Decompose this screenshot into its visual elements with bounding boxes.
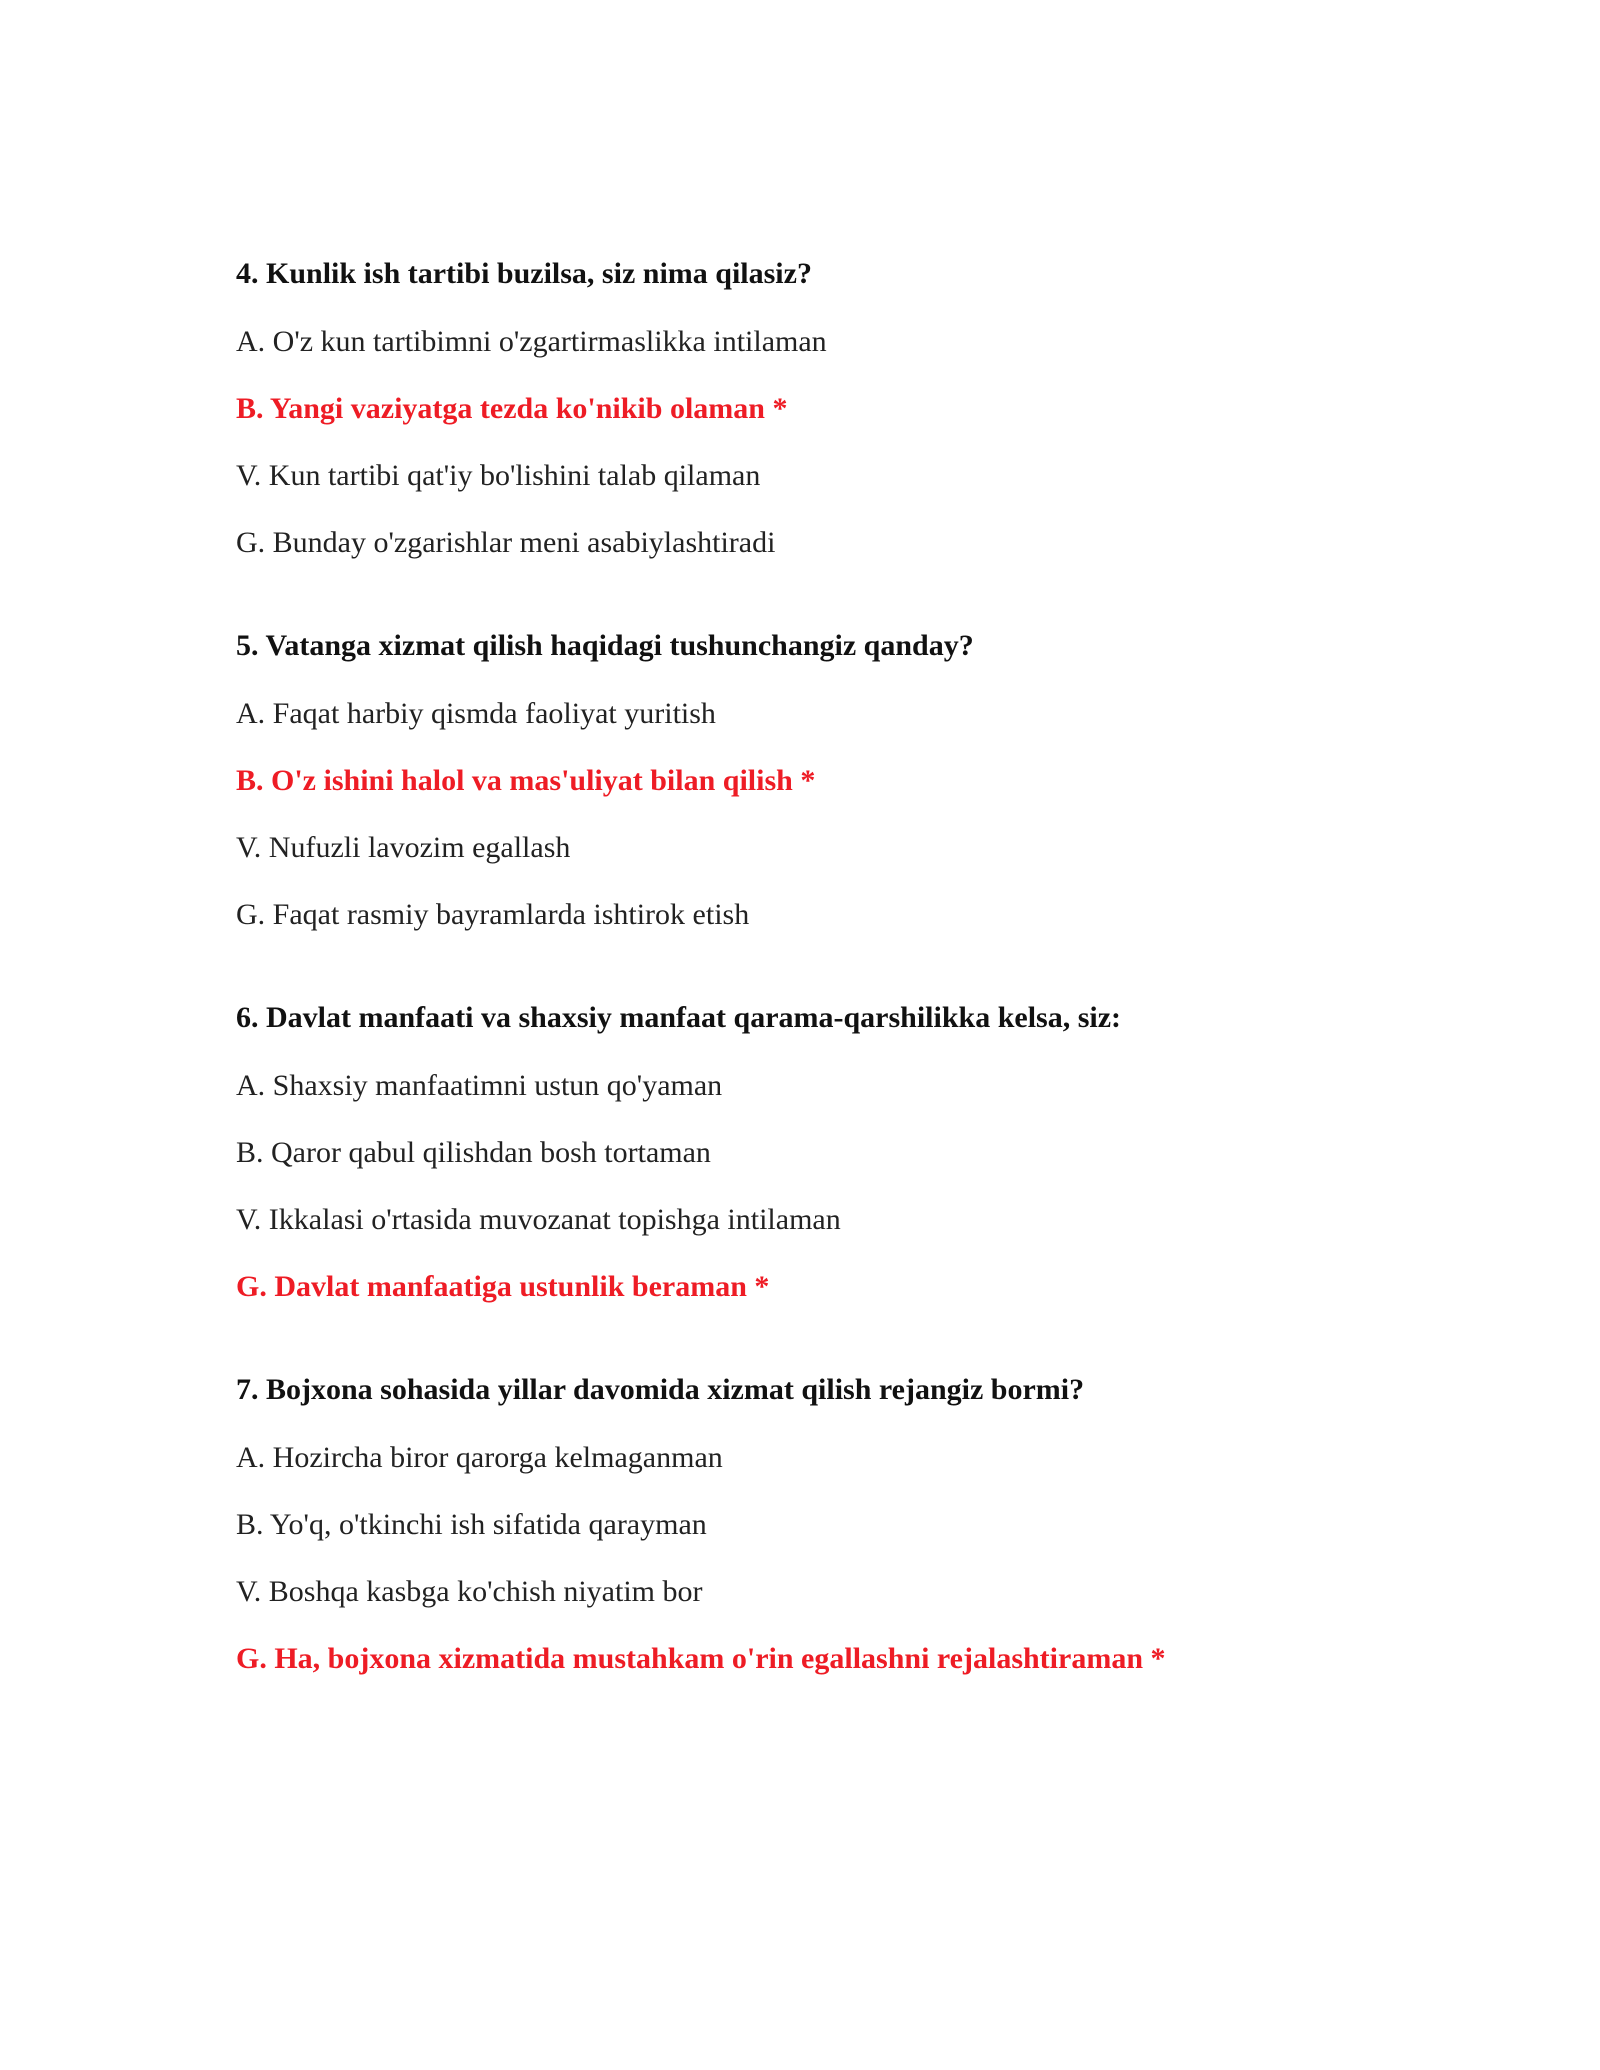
question-block: [236, 628, 1416, 933]
answer-option: A. Shaxsiy manfaatimni ustun qo'yaman: [236, 1069, 723, 1102]
answer-option: B. Yo'q, o'tkinchi ish sifatida qarayman: [236, 1508, 707, 1541]
answer-option: V. Nufuzli lavozim egallash: [236, 831, 571, 864]
answer-option: B. Qaror qabul qilishdan bosh tortaman: [236, 1136, 711, 1169]
question-block: [236, 1000, 1416, 1305]
question-block: [236, 1372, 1416, 1677]
answer-option: V. Kun tartibi qat'iy bo'lishini talab qilaman: [236, 459, 761, 492]
question-text: 7. Bojxona sohasida yillar davomida xizmat qilish rejangiz bormi?: [236, 1373, 1085, 1406]
answer-option: G. Bunday o'zgarishlar meni asabiylashtiradi: [236, 526, 776, 559]
correct-answer-option: G. Ha, bojxona xizmatida mustahkam o'rin egallashni rejalashtiraman *: [236, 1642, 1166, 1675]
answer-option: A. O'z kun tartibimni o'zgartirmaslikka intilaman: [236, 325, 827, 358]
question-text: 4. Kunlik ish tartibi buzilsa, siz nima qilasiz?: [236, 257, 812, 290]
correct-answer-option: G. Davlat manfaatiga ustunlik beraman *: [236, 1270, 770, 1303]
question-text: 6. Davlat manfaati va shaxsiy manfaat qarama-qarshilikka kelsa, siz:: [236, 1001, 1122, 1034]
question-block: [236, 256, 1416, 561]
correct-answer-option: B. O'z ishini halol va mas'uliyat bilan qilish *: [236, 764, 816, 797]
answer-option: A. Faqat harbiy qismda faoliyat yuritish: [236, 697, 716, 730]
answer-option: V. Boshqa kasbga ko'chish niyatim bor: [236, 1575, 703, 1608]
answer-option: G. Faqat rasmiy bayramlarda ishtirok etish: [236, 898, 750, 931]
correct-answer-option: B. Yangi vaziyatga tezda ko'nikib olaman *: [236, 392, 788, 425]
question-list: [236, 256, 1416, 1744]
answer-option: A. Hozircha biror qarorga kelmaganman: [236, 1441, 723, 1474]
question-text: 5. Vatanga xizmat qilish haqidagi tushunchangiz qanday?: [236, 629, 974, 662]
answer-option: V. Ikkalasi o'rtasida muvozanat topishga intilaman: [236, 1203, 841, 1236]
